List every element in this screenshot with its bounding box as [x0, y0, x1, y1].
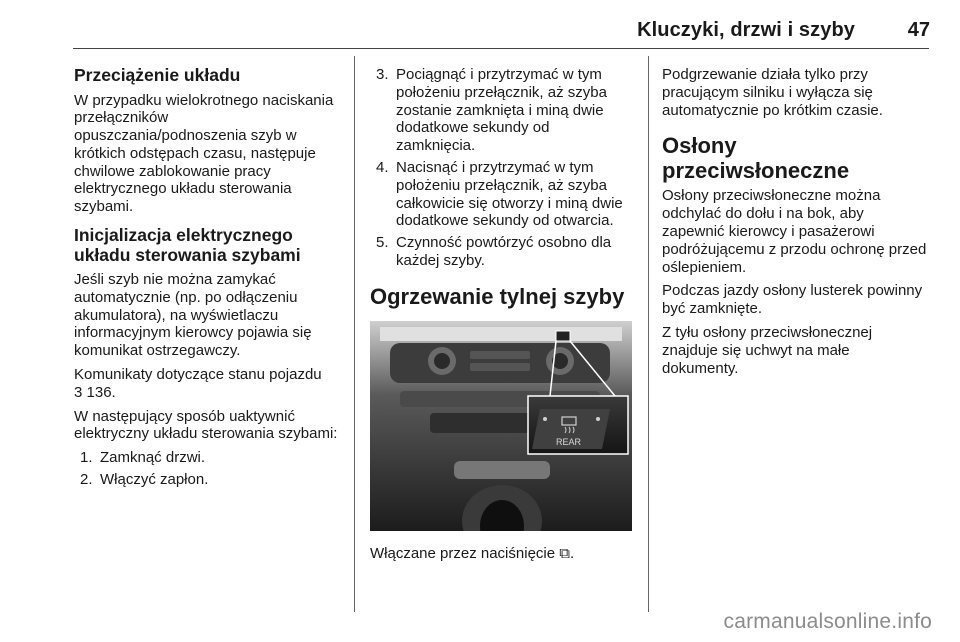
site-watermark: carmanualsonline.info: [723, 610, 932, 633]
column-left: [74, 66, 344, 495]
steps-list: [370, 66, 632, 270]
column-right: [662, 66, 928, 383]
step-text: Nacisnąć i przytrzymać w tym położeniu przełącznik, aż szyba całkowicie się otworzy i miną dwie dodatkowe sekundy od otwarcia.: [396, 158, 623, 230]
paragraph: Osłony przeciwsłoneczne można odchylać do dołu i na bok, aby zapewnić kierowcy i pasażerowi podróżującemu z przodu ochronę przed oślepieniem.: [662, 187, 927, 276]
paragraph: Podczas jazdy osłony lusterek powinny być zamknięte.: [662, 282, 923, 318]
heading-sun-visors: Osłony przeciwsłoneczne: [662, 133, 850, 184]
paragraph: W następujący sposób uaktywnić elektryczny układu sterowania szybami:: [74, 407, 338, 443]
step-number: 4.: [376, 158, 389, 176]
page-number: 47: [907, 19, 930, 41]
column-middle: [370, 66, 632, 569]
rear-button-label: REAR: [556, 436, 582, 447]
step-text: Czynność powtórzyć osobno dla każdej szyby.: [396, 234, 612, 269]
list-item: [370, 159, 632, 230]
center-console-illustration: [370, 321, 632, 531]
section-title: Kluczyki, drzwi i szyby: [637, 19, 855, 41]
steps-list: [74, 449, 344, 489]
step-number: 2.: [80, 471, 93, 489]
step-number: 1.: [80, 449, 93, 467]
step-text: Włączyć zapłon.: [100, 471, 209, 489]
step-text: Zamknąć drzwi.: [100, 449, 206, 467]
column-divider: [354, 56, 355, 612]
page-reference-link[interactable]: 3 136.: [74, 383, 116, 401]
list-item: [370, 234, 632, 270]
paragraph: Podgrzewanie działa tylko przy pracującym silniku i wyłącza się automatycznie po krótkim czasie.: [662, 66, 883, 119]
step-number: 5.: [376, 234, 389, 252]
list-item: [370, 66, 632, 155]
heading-system-overload: Przeciążenie układu: [74, 65, 241, 85]
list-item: [74, 449, 344, 467]
header-rule: [73, 48, 929, 49]
heading-initialization: Inicjalizacja elektrycznego układu sterowania szybami: [74, 225, 301, 265]
step-number: 3.: [376, 66, 389, 83]
step-text: Pociągnąć i przytrzymać w tym położeniu przełącznik, aż szyba zostanie zamknięta i miną dwie dodatkowe sekundy od zamknięcia.: [396, 66, 607, 155]
page-header: [0, 0, 960, 50]
heading-rear-window-heating: Ogrzewanie tylnej szyby: [370, 283, 625, 309]
paragraph: Z tyłu osłony przeciwsłonecznej znajduje się uchwyt na małe dokumenty.: [662, 323, 873, 377]
paragraph-with-reference: [74, 366, 344, 402]
photo-caption: Włączane przez naciśnięcie ⧉.: [370, 544, 575, 562]
paragraph: W przypadku wielokrotnego naciskania przełączników opuszczania/podnoszenia szyb w krótkich odstępach czasu, następuje chwilowe zablokowanie pracy elektrycznego układu sterowania szybami.: [74, 91, 334, 216]
console-photo: [370, 321, 632, 531]
list-item: [74, 471, 344, 489]
paragraph: Jeśli szyb nie można zamykać automatycznie (np. po odłączeniu akumulatora), na wyświetlaczu informacyjnym kierowcy pojawia się komunikat ostrzegawczy.: [74, 271, 312, 360]
column-divider: [648, 56, 649, 612]
paragraph-text: Komunikaty dotyczące stanu pojazdu: [74, 366, 322, 384]
